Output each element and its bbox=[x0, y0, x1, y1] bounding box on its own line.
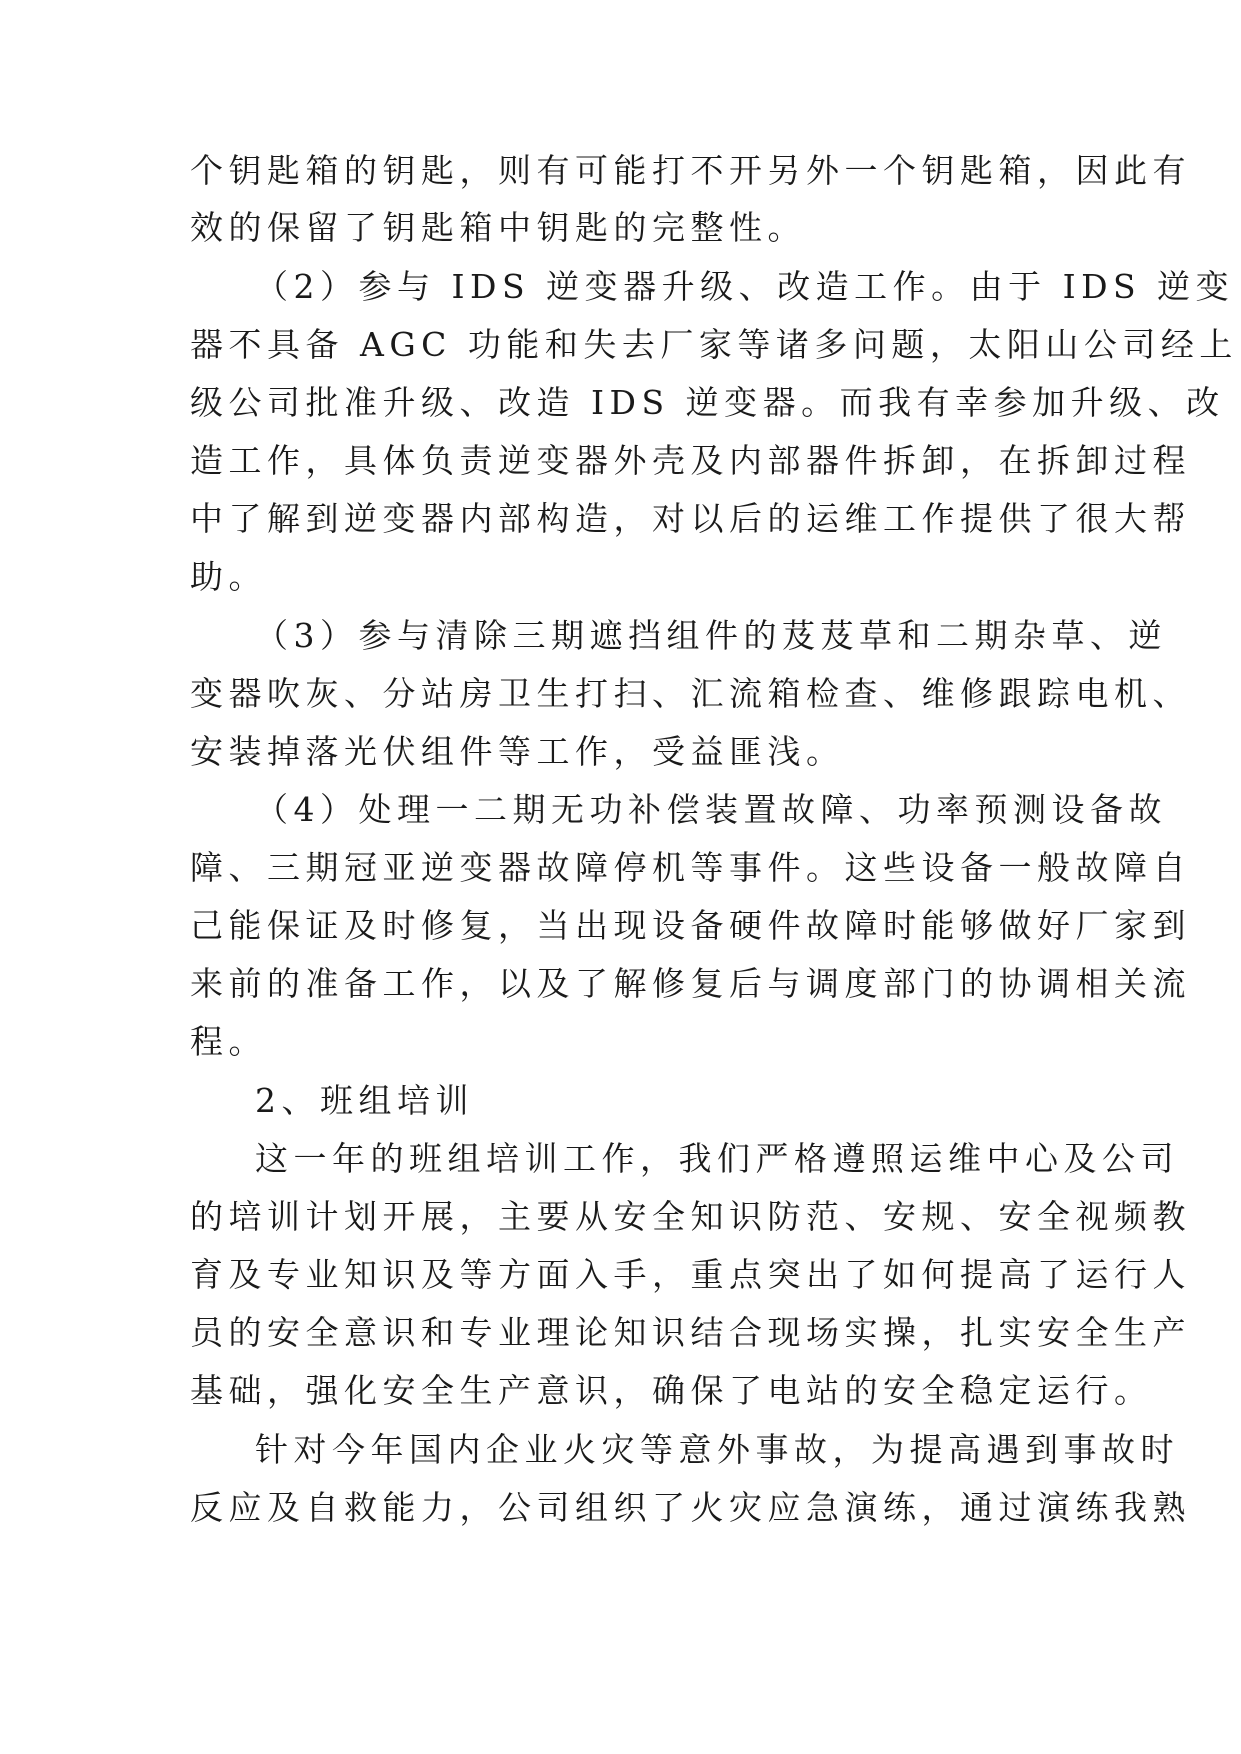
text-line: 员的安全意识和专业理论知识结合现场实操，扎实安全生产 bbox=[190, 1313, 1191, 1352]
text-line: 来前的准备工作，以及了解修复后与调度部门的协调相关流 bbox=[190, 964, 1191, 1003]
paragraph-fire-drill-first-line: 针对今年国内企业火灾等意外事故，为提高遇到事故时 bbox=[255, 1430, 1179, 1469]
text-line: 个钥匙箱的钥匙，则有可能打不开另外一个钥匙箱，因此有 bbox=[190, 151, 1191, 190]
text-line: 程。 bbox=[190, 1022, 267, 1061]
paragraph-training-first-line: 这一年的班组培训工作，我们严格遵照运维中心及公司 bbox=[255, 1139, 1179, 1178]
text-line: 造工作，具体负责逆变器外壳及内部器件拆卸，在拆卸过程 bbox=[190, 441, 1191, 480]
text-line: 己能保证及时修复，当出现设备硬件故障时能够做好厂家到 bbox=[190, 906, 1191, 945]
section-heading: 2、班组培训 bbox=[255, 1081, 474, 1120]
text-line: 安装掉落光伏组件等工作，受益匪浅。 bbox=[190, 732, 845, 771]
text-line: 的培训计划开展，主要从安全知识防范、安规、安全视频教 bbox=[190, 1197, 1191, 1236]
text-line: 反应及自救能力，公司组织了火灾应急演练，通过演练我熟 bbox=[190, 1488, 1191, 1527]
paragraph-2-first-line: （2）参与 IDS 逆变器升级、改造工作。由于 IDS 逆变 bbox=[255, 267, 1235, 306]
paragraph-3-first-line: （3）参与清除三期遮挡组件的芨芨草和二期杂草、逆 bbox=[255, 616, 1167, 655]
text-line: 效的保留了钥匙箱中钥匙的完整性。 bbox=[190, 208, 806, 247]
text-line: 变器吹灰、分站房卫生打扫、汇流箱检查、维修跟踪电机、 bbox=[190, 674, 1191, 713]
text-line: 障、三期冠亚逆变器故障停机等事件。这些设备一般故障自 bbox=[190, 848, 1191, 887]
text-line: 中了解到逆变器内部构造，对以后的运维工作提供了很大帮 bbox=[190, 499, 1191, 538]
text-line: 器不具备 AGC 功能和失去厂家等诸多问题，太阳山公司经上 bbox=[190, 325, 1238, 364]
text-line: 育及专业知识及等方面入手，重点突出了如何提高了运行人 bbox=[190, 1255, 1191, 1294]
text-line: 助。 bbox=[190, 557, 267, 596]
text-line: 级公司批准升级、改造 IDS 逆变器。而我有幸参加升级、改 bbox=[190, 383, 1225, 422]
text-line: 基础，强化安全生产意识，确保了电站的安全稳定运行。 bbox=[190, 1371, 1153, 1410]
paragraph-4-first-line: （4）处理一二期无功补偿装置故障、功率预测设备故 bbox=[255, 790, 1167, 829]
